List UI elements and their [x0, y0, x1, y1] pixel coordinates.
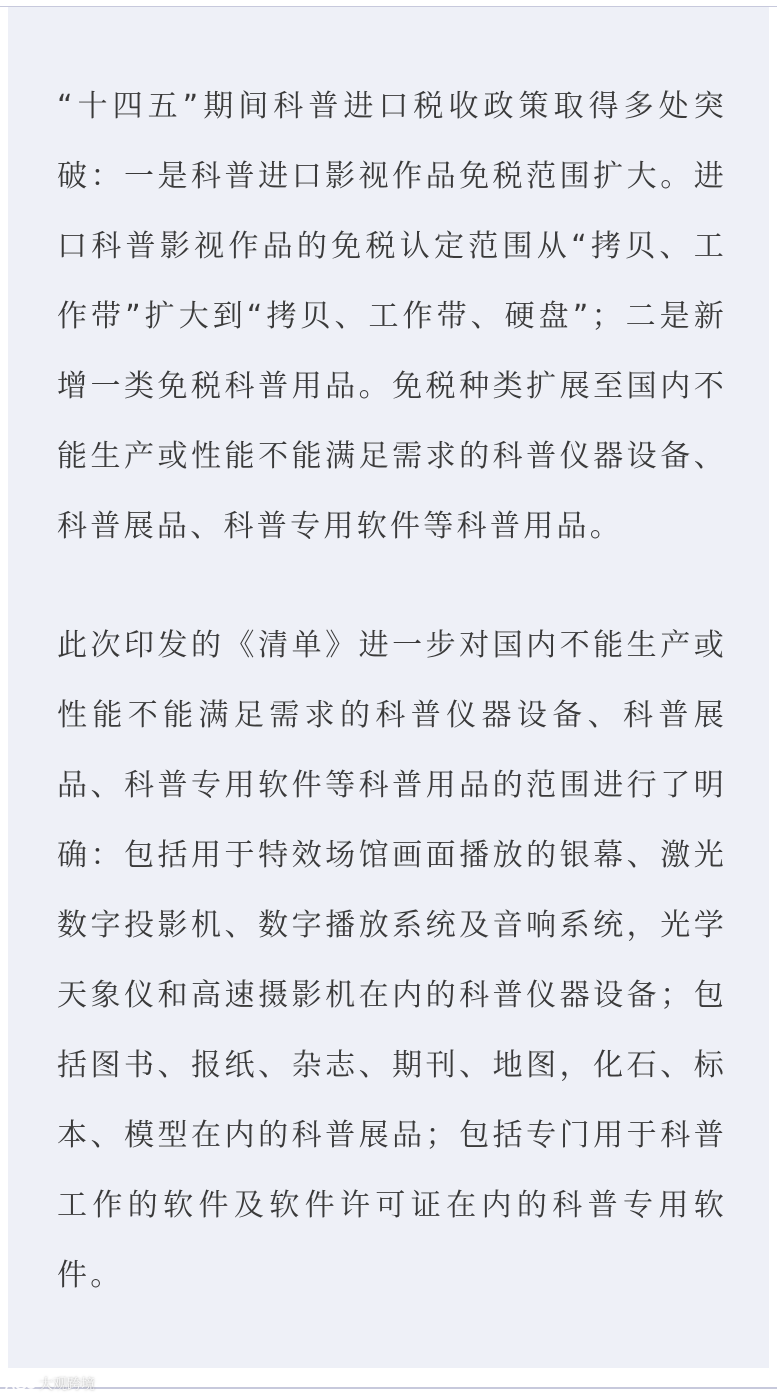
watermark-logo-icon [4, 1375, 36, 1393]
paragraph-list-scope: 此次印发的《清单》进一步对国内不能生产或性能不能满足需求的科普仪器设备、科普展品、科普专用软件等科普用品的范围进行了明确：包括用于特效场馆画面播放的银幕、激光数字投影机、数字播放系统及音响系统，光学天象仪和高速摄影机在内的科普仪器设备；包括图书、报纸、杂志、期刊、地图，化石、标本、模型在内的科普展品；包括专门用于科普工作的软件及软件许可证在内的科普专用软件。 [57, 628, 727, 1293]
watermark [4, 1372, 95, 1396]
paragraph-policy-breakthroughs: “十四五”期间科普进口税收政策取得多处突破：一是科普进口影视作品免税范围扩大。进口科普影视作品的免税认定范围从“拷贝、工作带”扩大到“拷贝、工作带、硬盘”；二是新增一类免税科普用品。免税种类扩展至国内不能生产或性能不能满足需求的科普仪器设备、科普展品、科普专用软件等科普用品。 [57, 89, 727, 544]
watermark-text: 大观跨境 [39, 1377, 95, 1393]
bottom-divider [0, 1387, 777, 1389]
article-body [57, 72, 727, 1311]
